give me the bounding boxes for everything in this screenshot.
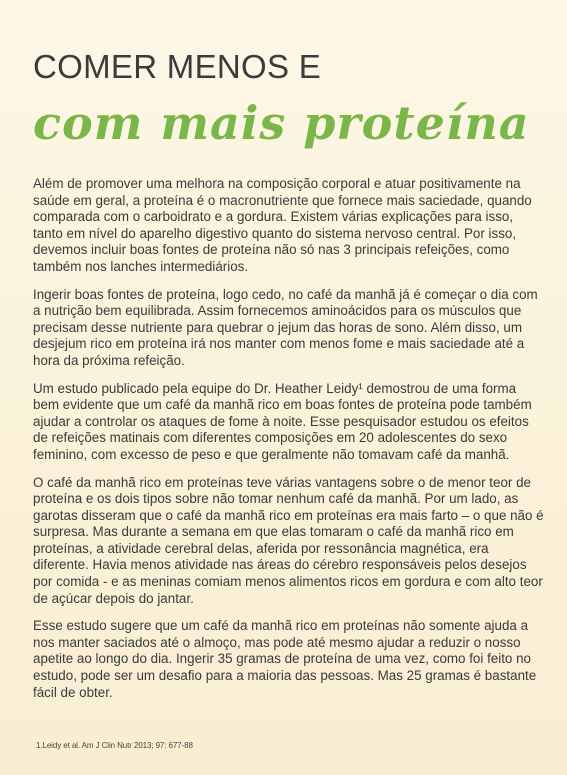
footnote-reference: 1.Leidy et al. Am J Clin Nutr 2013; 97: 677-88	[36, 741, 193, 750]
title-line-1: COMER MENOS E	[33, 48, 322, 85]
paragraph-2: Ingerir boas fontes de proteína, logo cedo, no café da manhã já é começar o dia com a nutrição bem equilibrada. Assim fornecemos aminoácidos para os músculos que precisam desse nutriente para quebrar o jejum das horas de sono. Além disso, um desjejum rico em proteína irá nos manter com menos fome e mais saciedade até a hora da próxima refeição.	[33, 286, 538, 368]
paragraph-3: Um estudo publicado pela equipe do Dr. Heather Leidy¹ demostrou de uma forma bem evidente que um café da manhã rico em boas fontes de proteína pode também ajudar a controlar os ataques de fome à noite. Esse pesquisador estudou os efeitos de refeições matinais com diferentes composições em 20 adolescentes do sexo feminino, com excesso de peso e que geralmente não tomavam café da manhã.	[33, 380, 532, 462]
paragraph-4: O café da manhã rico em proteínas teve várias vantagens sobre o de menor teor de proteína e os dois tipos sobre não tomar nenhum café da manhã. Por um lado, as garotas disseram que o café da manhã rico em proteínas era mais farto – o que não é surpresa. Mas durante a semana em que elas tomaram o café da manhã rico em proteínas, a atividade cerebral delas, aferida por ressonância magnética, era diferente. Havia menos atividade nas áreas do cérebro responsáveis pelos desejos por comida - e as meninas comiam menos alimentos ricos em gordura e com alto teor de açúcar depois do jantar.	[33, 474, 544, 606]
article-body	[33, 176, 545, 712]
title-line-2-script: com mais proteína	[33, 96, 530, 150]
paragraph-1: Além de promover uma melhora na composição corporal e atuar positivamente na saúde em geral, a proteína é o macronutriente que fornece mais saciedade, quando comparada com o carboidrato e a gordura. Existem várias explicações para isso, tanto em nível do aparelho digestivo quanto do sistema nervoso central. Por isso, devemos incluir boas fontes de proteína não só nas 3 principais refeições, como também nos lanches intermediários.	[33, 176, 532, 274]
paragraph-5: Esse estudo sugere que um café da manhã rico em proteínas não somente ajuda a nos manter saciados até o almoço, mas pode até mesmo ajudar a reduzir o nosso apetite ao longo do dia. Ingerir 35 gramas de proteína de uma vez, como foi feito no estudo, pode ser um desafio para a maioria das pessoas. Mas 25 gramas é bastante fácil de obter.	[33, 618, 537, 700]
